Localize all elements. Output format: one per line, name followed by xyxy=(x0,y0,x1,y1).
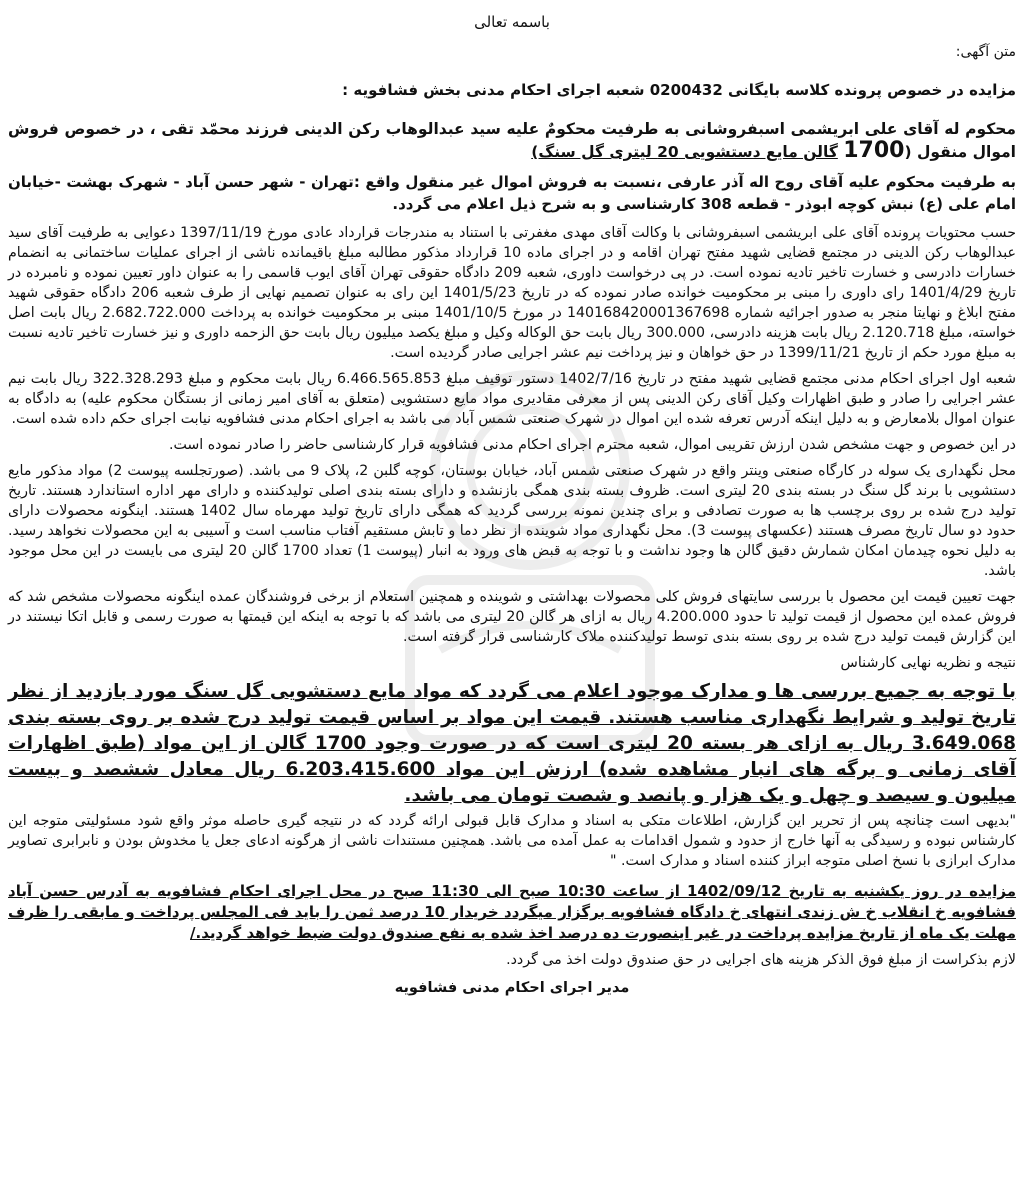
bismillah-heading: باسمه تعالی xyxy=(474,13,550,31)
signature: مدیر اجرای احکام مدنی فشافویه xyxy=(394,980,630,996)
verdict-prefix: محکوم له آقای علی ابریشمی اسبفروشانی به طرفیت محکومٌ علیه سید عبدالوهاب رکن الدینی فرزند محمّد تقی ، در خصوص فروش اموال منقول ( xyxy=(8,120,1016,161)
against-paragraph: به طرفیت محکوم علیه آقای روح اله آذر عارفی ،نسبت به فروش اموال غیر منقول واقع :تهران - شهر حسن آباد - شهرک بهشت -خیابان امام علی (ع) نبش کوچه ابوذر - قطعه 308 کارشناسی و به شرح ذیل اعلام می گردد. xyxy=(8,173,1016,213)
conclusion-heading: نتیجه و نظریه نهایی کارشناس xyxy=(840,655,1016,671)
case-paragraph: حسب محتویات پرونده آقای علی ابریشمی اسبفروشانی با وکالت آقای مهدی مغفرتی با استناد به مندرجات قرارداد عادی مورخ 1397/11/19 دعوایی به طرفیت آقای سید عبدالوهاب رکن الدینی در مجتمع قضایی شهید مفتح تهران اقامه و در اجرای ماده 10 قرارداد مذکور مطالبه مبلغ باقیمانده ناشی از اجرای عملیات ساختمانی به انضمام خسارات دادرسی و خسارت تاخیر تادیه نموده است. در پی درخواست داوری، شعبه 209 دادگاه حقوقی تهران آقای ایوب قاسمی را به عنوان داور تعیین نموده و نامبرده در تاریخ 1401/4/29 رای داوری را مبنی بر محکومیت خوانده صادر نموده که در تاریخ 1401/5/23 این رای به عنوان تصمیم نهایی از طرف شعبه 206 دادگاه حقوقی شهید مفتح ابلاغ و نهایتا منجر به صدور اجرائیه شماره 140168420001367698 در مورخ 1401/10/5 مبنی بر محکومیت خوانده به پرداخت 2.682.722.000 ریال بابت اصل خواسته، مبلغ 2.120.718 ریال بابت هزینه دادرسی، 300.000 ریال بابت حق الوکاله وکیل و مبلغ یکصد میلیون ریال بابت حق الزحمه داوری و نیز خسارت تاخیر تادیه نسبت به مبلغ مورد حکم از تاریخ 1399/11/21 در حق خواهان و نیز پرداخت نیم عشر اجرایی صادر گردیده است. xyxy=(8,225,1017,361)
pricing-paragraph: جهت تعیین قیمت این محصول با بررسی سایتهای فروش کلی محصولات بهداشتی و شوینده و همچنین استعلام از برخی فروشندگان عمده اینگونه محصولات مشخص شد که فروش عمده این محصول از قیمت تولید تا حدود 4.200.000 ریال به ازای هر گالن 20 لیتری می باشد که با توجه به اینکه این قیمتها به صورت رسمی و قابل اتکا نیستند در این گزارش قیمت تولید درج شده بر روی بسته بندی توسط تولیدکننده ملاک کارشناسی قرار گرفته است. xyxy=(8,589,1016,645)
verdict-quantity: 1700 xyxy=(843,138,905,163)
expert-order-paragraph: در این خصوص و جهت مشخص شدن ارزش تقریبی اموال، شعبه محترم اجرای احکام مدنی فشافویه قرار کارشناسی حاضر را صادر نموده است. xyxy=(168,437,1016,453)
auction-paragraph: مزایده در روز یکشنبه به تاریخ 1402/09/12 از ساعت 10:30 صبح الی 11:30 صبح در محل اجرای احکام فشافویه به آدرس حسن آباد فشافویه خ انقلاب خ ش زندی انتهای خ دادگاه فشافویه برگزار میگردد خریدار 10 درصد ثمن را باید فی المجلس پرداخت و مابقی را ظرف مهلت یک ماه از تاریخ مزایده پرداخت در غیر اینصورت ده درصد اخذ شده به نفع صندوق دولت ضبط خواهد گردید./ xyxy=(8,882,1017,942)
storage-paragraph: محل نگهداری یک سوله در کارگاه صنعتی وینتر واقع در شهرک صنعتی شمس آباد، خیابان بوستان، کوچه گلبن 2، پلاک 9 می باشد. (صورتجلسه پیوست 2) مواد مذکور مایع دستشویی با برند گل سنگ در بسته بندی 20 لیتری است. ظروف بسته بندی همگی بازنشده و دارای بسته بندی اصلی تولیدکننده و دارای مهر اداره استاندارد هستند. تاریخ تولید درج شده بر روی برچسب ها به صورت تصادفی و برای چندین نمونه بررسی گردید که همگی دارای تاریخ تولید مهرماه سال 1402 هستند. اینگونه محصولات دارای حدود دو سال تاریخ مصرف هستند (عکسهای پیوست 3). محل نگهداری مواد شوینده از نظر دما و تابش مستقیم آفتاب مناسب است و آسیبی به این محصولات نخواهد رسید. به دلیل نحوه چیدمان امکان شمارش دقیق گالن ها وجود نداشت و با توجه به قبض های ورود به انبار (پیوست 1) تعداد 1700 گالن 20 لیتری می بایست در این محل موجود باشد. xyxy=(8,463,1017,579)
seizure-paragraph: شعبه اول اجرای احکام مدنی مجتمع قضایی شهید مفتح در تاریخ 1402/7/16 دستور توقیف مبلغ 6.466.565.853 ریال بابت محکوم و مبلغ 322.328.293 ریال بابت نیم عشر اجرایی را صادر و طبق اظهارات وکیل آقای رکن الدینی پس از معرفی مقادیری مواد مایع دستشویی (متعلق به آقای امیر زمانی از بستگان محکوم علیه) به دادگاه به عنوان اموال بلامعارض و به دلیل اینکه آدرس تعرفه شده این اموال در شهرک صنعتی شمس آباد می باشد به اجرای احکام مدنی فشافویه نیابت اجرای حکم داده شده است. xyxy=(8,371,1016,427)
verdict-line xyxy=(8,118,1016,163)
verdict-suffix: گالن مایع دستشویی 20 لیتری گل سنگ) xyxy=(531,143,838,161)
final-opinion: با توجه به جمیع بررسی ها و مدارک موجود اعلام می گردد که مواد مایع دستشویی گل سنگ مورد بازدید از نظر تاریخ تولید و شرایط نگهداری مناسب هستند. قیمت این مواد بر اساس قیمت تولید درج شده بر روی بسته بندی 3.649.068 ریال به ازای هر بسته 20 لیتری است که در صورت وجود 1700 گالن از این مواد (طبق اظهارات آقای زمانی و برگه های انبار مشاهده شده) ارزش این مواد 6.203.415.600 ریال معادل ششصد و بیست میلیون و سیصد و چهل و یک هزار و پانصد و شصت تومان می باشد. xyxy=(8,681,1016,806)
disclaimer-paragraph: "بدیهی است چنانچه پس از تحریر این گزارش، اطلاعات متکی به اسناد و مدارک قابل قبولی ارائه گردد که در نتیجه گیری حاصله موثر واقع شود مسئولیتی متوجه این کارشناس نبوده و رسیدگی به آنها خارج از حدود و شمول اقدامات به عمل آمده می باشد. همچنین مستندات ناشی از هرگونه ادعای جعل یا مخدوش بودن و نابرابری تصاویر مدارک ابرازی با نسخ اصلی متوجه ابراز کننده اسناد و مدارک است. " xyxy=(8,813,1016,869)
subject-line: مزایده در خصوص پرونده کلاسه بایگانی 0200432 شعبه اجرای احکام مدنی بخش فشافویه : xyxy=(342,81,1016,99)
fees-note: لازم بذکراست از مبلغ فوق الذکر هزینه های اجرایی در حق صندوق دولت اخذ می گردد. xyxy=(506,952,1016,968)
notice-label: متن آگهی: xyxy=(955,44,1016,60)
